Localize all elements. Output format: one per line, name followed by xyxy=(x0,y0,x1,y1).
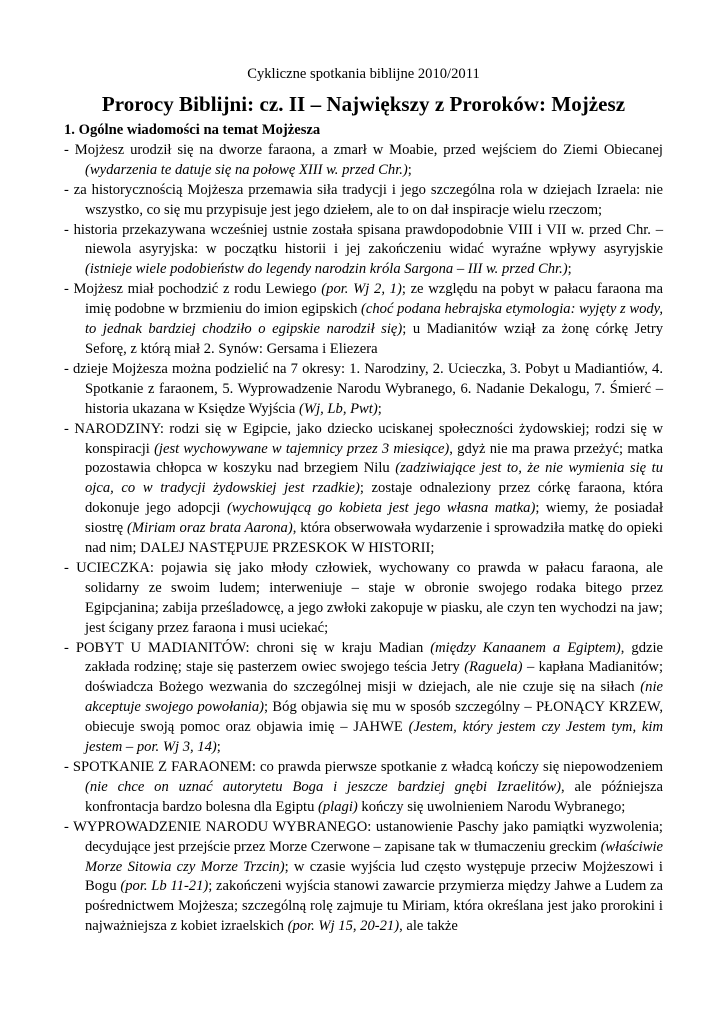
item-text: - Mojżesz miał pochodzić z rodu Lewiego xyxy=(64,281,322,298)
list-item xyxy=(64,758,663,818)
list-item xyxy=(64,141,663,181)
italic-note: (między Kanaanem a Egiptem) xyxy=(430,639,621,656)
item-text: - dzieje Mojżesza można podzielić na 7 okresy: 1. Narodziny, 2. Ucieczka, 3. Pobyt u Madiantiów, 4. Spotkanie z faraonem, 5. Wyprowadzenie Narodu Wybranego, 6. Nadanie Dekalogu, 7. Śmierć – historia ukazana w Księdze Wyjścia xyxy=(64,360,663,417)
italic-note: (por. Wj 2, 1) xyxy=(321,281,402,298)
item-text: ; ze względu na pobyt w pałacu faraona ma imię podobne w brzmieniu do imion egipskich xyxy=(85,281,663,318)
italic-note: (istnieje wiele podobieństw do legendy narodzin króla Sargona – III w. przed Chr.) xyxy=(85,261,568,278)
italic-note: (Miriam oraz brata Aarona) xyxy=(127,520,293,537)
section-heading: 1. Ogólne wiadomości na temat Mojżesza xyxy=(64,122,321,138)
item-text: ; xyxy=(567,261,572,278)
item-text: , która obserwowała wydarzenie i sprowadziła matkę do opieki nad nim; DALEJ NASTĘPUJE PRZESKOK W HISTORII; xyxy=(85,520,663,557)
list-item xyxy=(64,420,663,559)
italic-note: (wychowującą go kobieta jest jego własna matka) xyxy=(227,500,536,517)
item-text: – kapłana Madianitów; doświadcza Bożego wezwania do szczególnej misji w dziejach, ale nie czuje się na siłach xyxy=(85,659,664,696)
item-text: - Mojżesz urodził się na dworze faraona, a zmarł w Moabie, przed wejściem do Ziemi Obiecanej xyxy=(64,141,663,158)
item-text: ; w czasie wyjścia lud często występuje przeciw Mojżeszowi i Bogu xyxy=(85,858,663,895)
italic-note: (por. Wj 15, 20-21) xyxy=(287,918,400,935)
item-text: - za historycznością Mojżesza przemawia siła tradycji i jego szczególna rola w dziejach Izraela: nie wszystko, co się mu przypisuje jest jego dziełem, ale to on dał inspiracje wielu rzeczom; xyxy=(64,181,663,218)
item-text: ; xyxy=(216,739,221,756)
list-item xyxy=(64,280,663,360)
item-text: , ale także xyxy=(399,918,458,935)
item-text: ; xyxy=(377,400,382,417)
italic-note: (jest wychowywane w tajemnicy przez 3 miesiące) xyxy=(154,440,450,457)
italic-note: (zadziwiające jest to, że nie wymienia się tu ojca, co w tradycji żydowskiej jest rzadkie) xyxy=(85,460,664,497)
list-item xyxy=(64,360,663,420)
item-text: , ale późniejsza konfrontacja bardzo bolesna dla Egiptu xyxy=(85,778,663,815)
italic-note: (choć podana hebrajska etymologia: wyjęty z wody, to jednak bardziej chodziło o egipskie narodził się) xyxy=(85,301,663,338)
item-text: , gdyż nie ma prawa przeżyć; matka pozostawia chłopca w koszyku nad brzegiem Nilu xyxy=(85,440,663,477)
item-text: ; Bóg objawia się mu w sposób szczególny – PŁONĄCY KRZEW, obiecuje swoją pomoc oraz objawia imię – JAHWE xyxy=(85,699,664,736)
item-text: - historia przekazywana wcześniej ustnie została spisana prawdopodobnie VIII i VII w. przed Chr. – niewola asyryjska: w początku historii i jej zakończeniu widać wyraźne wpływy asyryjskie xyxy=(64,221,663,258)
item-text: kończy się uwolnieniem Narodu Wybranego; xyxy=(357,798,626,815)
italic-note: (wydarzenia te datuje się na połowę XIII w. przed Chr.) xyxy=(85,161,408,178)
list-item xyxy=(64,221,663,281)
italic-note: (plagi) xyxy=(318,798,358,815)
list-item xyxy=(64,559,663,639)
document-title: Prorocy Biblijni: cz. II – Największy z Proroków: Mojżesz xyxy=(101,92,626,116)
item-text: ; u Madianitów wziął za żonę córkę Jetry Seforę, z którą miał 2. Synów: Gersama i Eliezera xyxy=(85,321,663,357)
italic-note: (por. Lb 11-21) xyxy=(120,878,209,895)
list-item xyxy=(64,181,663,221)
item-text: - SPOTKANIE Z FARAONEM: co prawda pierwsze spotkanie z władcą kończy się niepowodzeniem xyxy=(64,759,663,775)
italic-note: (nie chce on uznać autorytetu Boga i jeszcze bardziej gnębi Izraelitów) xyxy=(85,778,561,795)
item-text: , gdzie zakłada rodzinę; staje się pasterzem owiec swojego teścia Jetry xyxy=(85,639,663,676)
item-text: ; zakończeni wyjścia stanowi zawarcie przymierza między Jahwe a Ludem za pośrednictwem Mojżesza; szczególną rolę zajmuje tu Miriam, która określana jest jako prorokini i najważniejsza z kobiet izraelskich xyxy=(85,878,664,935)
item-text: - POBYT U MADIANITÓW: chroni się w kraju Madian xyxy=(64,639,431,656)
item-text: - WYPROWADZENIE NARODU WYBRANEGO: ustanowienie Paschy jako pamiątki wyzwolenia; decydujące jest przejście przez Morze Czerwone – zapisane tak w tłumaczeniu greckim xyxy=(64,818,663,855)
italic-note: (właściwie Morze Sitowia czy Morze Trzcin) xyxy=(85,838,663,875)
item-text: - UCIECZKA: pojawia się jako młody człowiek, wychowany co prawda w pałacu faraona, ale solidarny ze swoim ludem; interweniuje – staje w obronie swojego rodaka bitego przez Egipcjanina; zabija prześladowcę, a jego zwłoki zakopuje w piasku, ale czyn ten wychodzi na jaw; jest ścigany przez faraona i musi uciekać; xyxy=(64,559,663,636)
italic-note: (Jestem, który jestem czy Jestem tym, kim jestem – por. Wj 3, 14) xyxy=(85,719,663,756)
document-header: Cykliczne spotkania biblijne 2010/2011 xyxy=(247,66,480,82)
list-item xyxy=(64,818,663,937)
list-item xyxy=(64,639,663,758)
item-text: ; xyxy=(407,161,412,178)
italic-note: (Wj, Lb, Pwt) xyxy=(299,400,378,417)
item-text: ; wiemy, że posiadał siostrę xyxy=(85,500,663,537)
italic-note: (Raguela) xyxy=(464,659,523,676)
item-list xyxy=(64,141,663,937)
item-text: - NARODZINY: rodzi się w Egipcie, jako dziecko uciskanej społeczności żydowskiej; rodzi się w konspiracji xyxy=(64,420,663,457)
italic-note: (nie akceptuje swojego powołania) xyxy=(85,679,663,716)
item-text: ; zostaje odnaleziony przez córkę faraona, która dokonuje jego adopcji xyxy=(85,480,663,517)
